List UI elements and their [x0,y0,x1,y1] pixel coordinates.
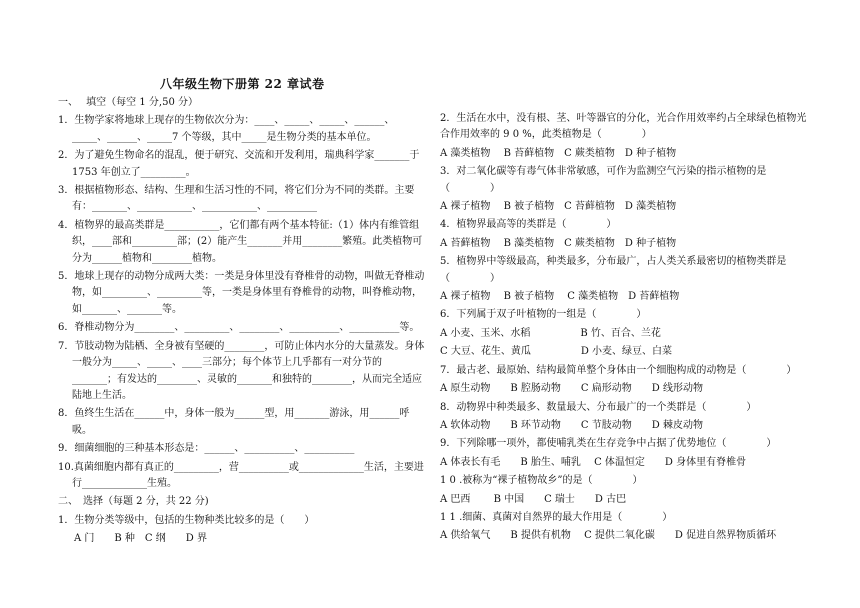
section-fill-blank-heading: 一、 填空（每空 1 分,50 分） [58,97,198,108]
section-choice-heading: 二、 选择（每题 2 分，共 22 分) [58,496,209,508]
choice-question-1: 1．生物分类等级中，包括的生物种类比较多的是（ ） [58,514,315,526]
choice-question-2-options: A 藻类植物 B 苔藓植物 C 蕨类植物 D 种子植物 [440,147,677,159]
question-6: 6．脊椎动物分为________、_________、________、__________、__________等。 [58,322,420,334]
question-3: 3．根据植物形态、结构、生理和生活习性的不同，将它们分为不同的类群。主要有：_______、___________、___________、__________ [58,185,415,213]
exam-title: 八年级生物下册第 22 章试卷 [160,77,325,91]
left-column [58,95,426,550]
choice-question-5-options: A 裸子植物 B 被子植物 C 藻类植物 D 苔藓植物 [440,291,680,303]
choice-question-10-options: A 巴西 B 中国 C 瑞士 D 古巴 [440,493,627,505]
question-4: 4．植物界的最高类群是___________，它们都有两个基本特征:（1）体内有维管组织，____部和_________部；(2）能产生_______并用________繁殖。此类植物可分为______植物和________植物。 [58,219,423,264]
question-8: 8．鱼终生生活在______中，身体一般为______型，用_______游泳，用______呼吸。 [58,408,410,436]
choice-question-4-options: A 苔藓植物 B 藻类植物 C 蕨类植物 D 种子植物 [440,237,677,249]
choice-question-11-options: A 供给氧气 B 提供有机物 C 提供二氧化碳 D 促进自然界物质循环 [440,530,777,542]
choice-question-7: 7．最古老、最原始、结构最简单整个身体由一个细胞构成的动物是（ ） [440,364,797,376]
choice-question-3-options: A 裸子植物 B 被子植物 C 苔藓植物 D 藻类植物 [440,201,677,213]
choice-question-6-options-1: A 小麦、玉米、水稻 B 竹、百合、兰花 [440,327,661,339]
choice-question-1-options: A 门 B 种 C 纲 D 界 [74,533,207,545]
choice-question-8: 8．动物界中种类最多、数量最大、分布最广的一个类群是（ ） [440,401,757,413]
choice-question-4: 4．植物界最高等的类群是（ ） [440,219,617,231]
question-10: 10.真菌细胞内都有真正的_________，营__________或_____________生活，主要进行_____________生殖。 [58,461,424,489]
question-7: 7．节肢动物为陆栖、全身被有坚硬的________，可防止体内水分的大量蒸发。身体一般分为_____、_____、____三部分；每个体节上几乎都有一对分节的_______；有发达的________、灵敏的_______和独特的________，从而完全适应陆地上生活。 [58,340,425,401]
choice-question-5: 5．植物界中等级最高，种类最多，分布最广，占人类关系最密切的植物类群是（ ） [440,256,787,284]
choice-question-9: 9．下列除哪一项外，都使哺乳类在生存竞争中占据了优势地位（ ） [440,438,777,450]
choice-question-6: 6．下列属于双子叶植物的一组是（ ） [440,309,647,321]
choice-question-8-options: A 软体动物 B 环节动物 C 节肢动物 D 棘皮动物 [440,419,703,431]
question-2: 2．为了避免生物命名的混乱，便于研究、交流和开发利用，瑞典科学家_______于 1753 年创立了_________。 [58,150,420,178]
right-column [440,111,808,547]
choice-question-2: 2．生活在水中，没有根、茎、叶等器官的分化，光合作用效率约占全球绿色植物光合作用效率的 9 0 %，此类植物是（ ） [440,113,807,141]
question-1: 1．生物学家将地球上现存的生物依次分为：____、_____、_____、______、_____、______、_____7 个等级，其中_____是生物分类的基本单位。 [58,115,395,143]
choice-question-11: 1 1 .细菌、真菌对自然界的最大作用是（ ） [440,511,673,523]
choice-question-6-options-2: C 大豆、花生、黄瓜 D 小麦、绿豆、白菜 [440,346,673,358]
choice-question-3: 3．对二氧化碳等有毒气体非常敏感，可作为监测空气污染的指示植物的是（ ） [440,166,767,194]
choice-question-7-options: A 原生动物 B 腔肠动物 C 扁形动物 D 线形动物 [440,383,703,395]
question-5: 5．地球上现存的动物分成两大类：一类是身体里没有脊椎骨的动物，叫做无脊椎动物，如_________、_________等，一类是身体里有脊椎骨的动物，叫脊椎动物，如_______、_______等。 [58,271,425,315]
choice-question-10: 1 0 .被称为“裸子植物故乡”的是（ ） [440,475,643,487]
question-9: 9．细菌细胞的三种基本形态是：______、__________、__________ [58,443,355,455]
choice-question-9-options: A 体表长有毛 B 胎生、哺乳 C 体温恒定 D 身体里有脊椎骨 [440,456,747,468]
